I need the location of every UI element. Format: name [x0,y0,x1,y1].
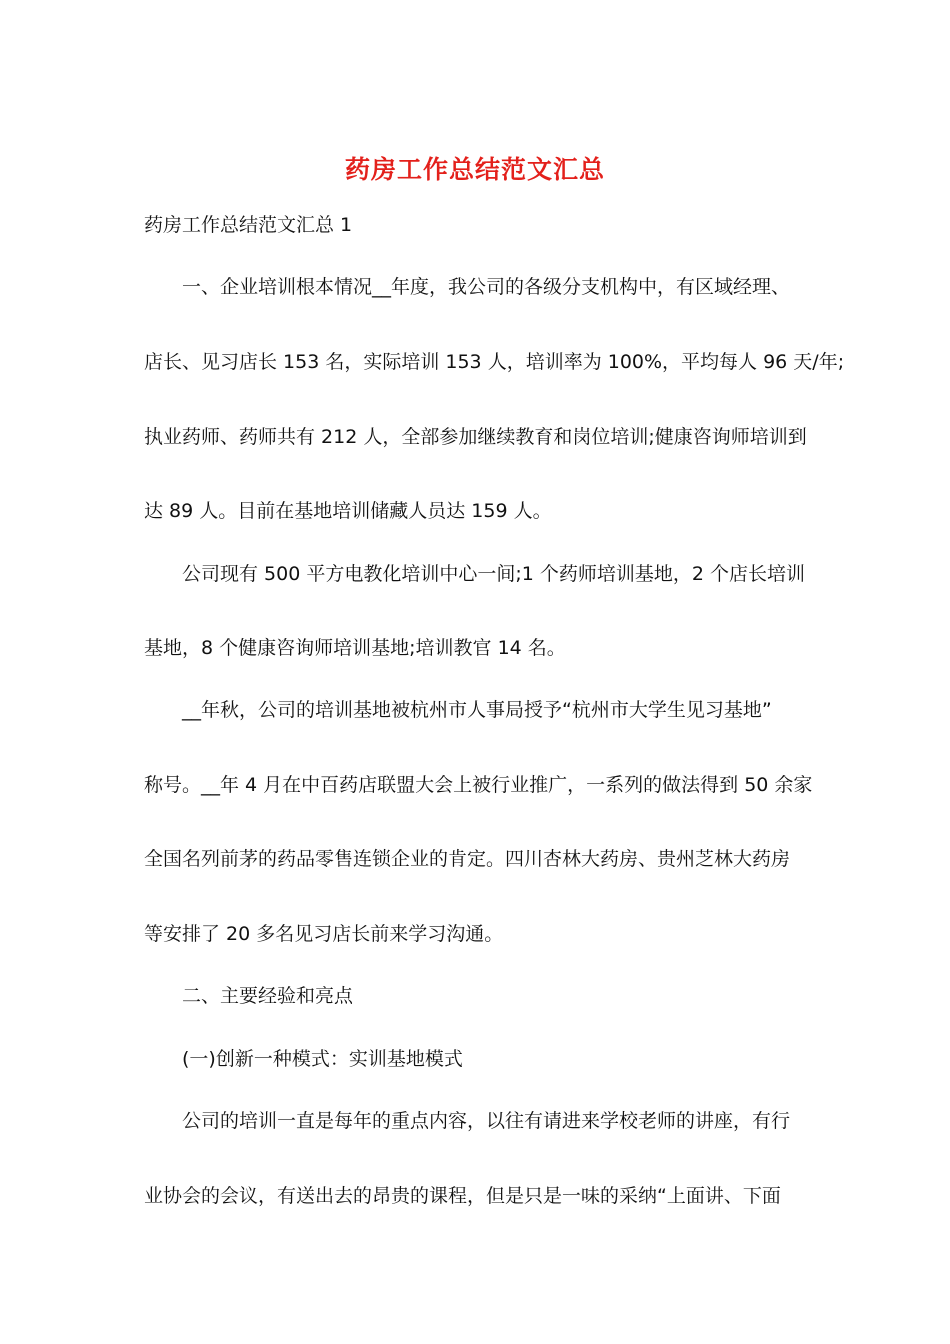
document-title: 药房工作总结范文汇总 [344,155,605,184]
paragraph-line: 达 89 人。目前在基地培训储藏人员达 159 人。 [144,500,552,522]
paragraph-line: 等安排了 20 多名见习店长前来学习沟通。 [144,923,504,945]
paragraph-line: 全国名列前茅的药品零售连锁企业的肯定。四川杏林大药房、贵州芝林大药房 [144,848,791,870]
paragraph-line: 一、企业培训根本情况__年度，我公司的各级分支机构中，有区域经理、 [182,276,791,298]
section-heading: 药房工作总结范文汇总 1 [144,214,353,236]
paragraph-line: 公司的培训一直是每年的重点内容，以往有请进来学校老师的讲座，有行 [182,1110,791,1132]
subsection-heading: (一)创新一种模式：实训基地模式 [182,1048,463,1070]
paragraph-line: 公司现有 500 平方电教化培训中心一间;1 个药师培训基地，2 个店长培训 [182,563,806,585]
section-heading: 二、主要经验和亮点 [182,985,354,1007]
paragraph-line: 称号。__年 4 月在中百药店联盟大会上被行业推广，一系列的做法得到 50 余家 [144,774,813,796]
paragraph-line: 业协会的会议，有送出去的昂贵的课程，但是只是一味的采纳“上面讲、下面 [144,1185,781,1207]
paragraph-line: 执业药师、药师共有 212 人，全部参加继续教育和岗位培训;健康咨询师培训到 [144,426,807,448]
paragraph-line: 店长、见习店长 153 名，实际培训 153 人，培训率为 100%，平均每人 96 天/年; [144,351,845,373]
paragraph-line: 基地，8 个健康咨询师培训基地;培训教官 14 名。 [144,637,566,659]
paragraph-line: __年秋，公司的培训基地被杭州市人事局授予“杭州市大学生见习基地” [182,699,772,721]
